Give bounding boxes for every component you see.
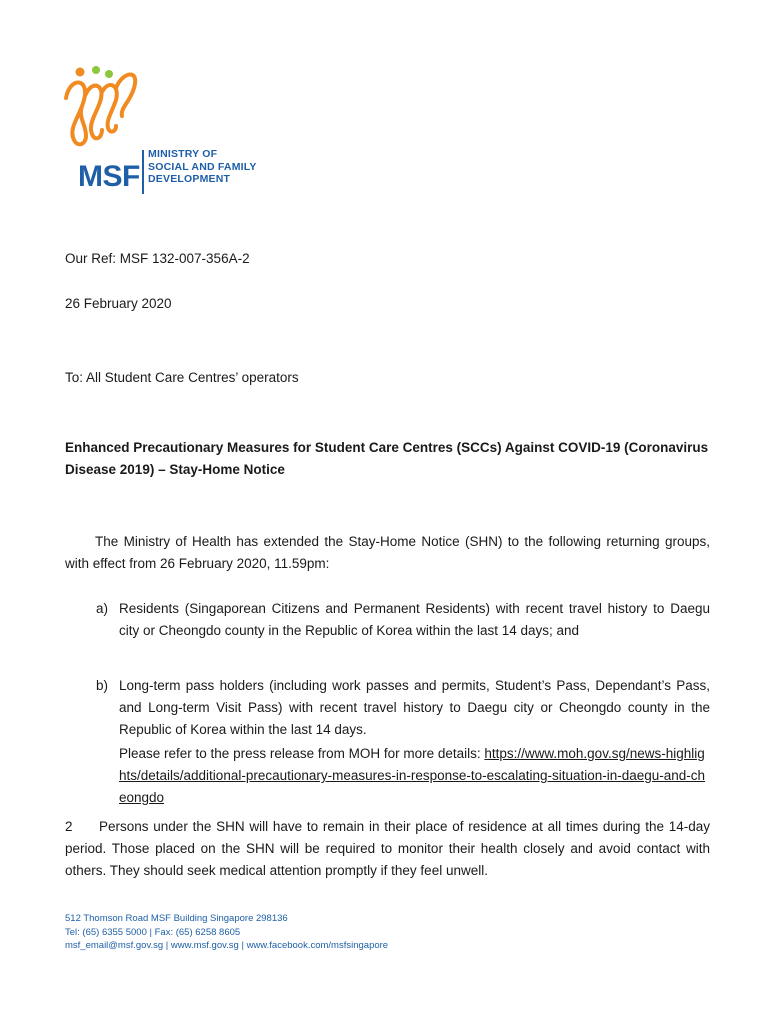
msf-logo [60, 58, 257, 198]
logo-abbreviation: MSF [78, 160, 140, 193]
figure-head-icon [105, 70, 113, 78]
footer-contact [65, 912, 388, 953]
logo-ministry-name [148, 148, 257, 186]
list-item-marker: b) [96, 678, 109, 693]
list-item-text: Residents (Singaporean Citizens and Permanent Residents) with recent travel history to Daegu city or Cheongdo county in the Republic of Korea within the last 14 days; and [119, 601, 710, 638]
paragraph-2 [65, 816, 710, 882]
logo-divider [142, 150, 144, 194]
paragraph-2-text: Persons under the SHN will have to remain in their place of residence at all times during the 14-day period. Those placed on the SHN will be required to monitor their health closely and avoid contact with others. They should seek medical attention promptly if they feel unwell. [65, 819, 710, 878]
press-release-link[interactable]: https://www.moh.gov.sg/news-highlights/details/additional-precautionary-measures-in-response-to-escalating-situation-in-daegu-and-cheongdo [119, 746, 706, 805]
list-item-marker: a) [96, 601, 109, 616]
recipient-line: To: All Student Care Centres’ operators [65, 370, 299, 385]
paragraph-number: 2 [65, 819, 73, 834]
intro-paragraph-text: The Ministry of Health has extended the Stay-Home Notice (SHN) to the following returning groups, with effect from 26 February 2020, 11.59pm: [65, 534, 710, 571]
letter-date: 26 February 2020 [65, 296, 172, 311]
list-item-text: Long-term pass holders (including work passes and permits, Student’s Pass, Dependant’s Pass, and Long-term Visit Pass) with recent travel history to Daegu city or Cheongdo county in the Republic of Korea within the last 14 days. [119, 678, 710, 737]
footer-address: 512 Thomson Road MSF Building Singapore 298136 [65, 913, 288, 924]
logo-line: SOCIAL AND FAMILY [148, 160, 257, 173]
press-release-prefix: Please refer to the press release from MOH for more details: [119, 746, 485, 761]
logo-line: DEVELOPMENT [148, 173, 231, 185]
reference-number: Our Ref: MSF 132-007-356A-2 [65, 251, 250, 266]
logo-line: MINISTRY OF [148, 148, 218, 160]
footer-web: msf_email@msf.gov.sg | www.msf.gov.sg | www.facebook.com/msfsingapore [65, 940, 389, 951]
list-item [96, 598, 710, 642]
footer-phone: Tel: (65) 6355 5000 | Fax: (65) 6258 8605 [65, 926, 241, 938]
press-release-note [119, 743, 711, 809]
letter-title: Enhanced Precautionary Measures for Student Care Centres (SCCs) Against COVID-19 (Coronavirus Disease 2019) – Stay-Home Notice [65, 440, 709, 477]
figure-head-icon [76, 68, 85, 77]
intro-paragraph [65, 531, 710, 575]
figure-head-icon [92, 66, 100, 74]
family-figures-icon [60, 58, 150, 158]
list-item [96, 675, 710, 741]
